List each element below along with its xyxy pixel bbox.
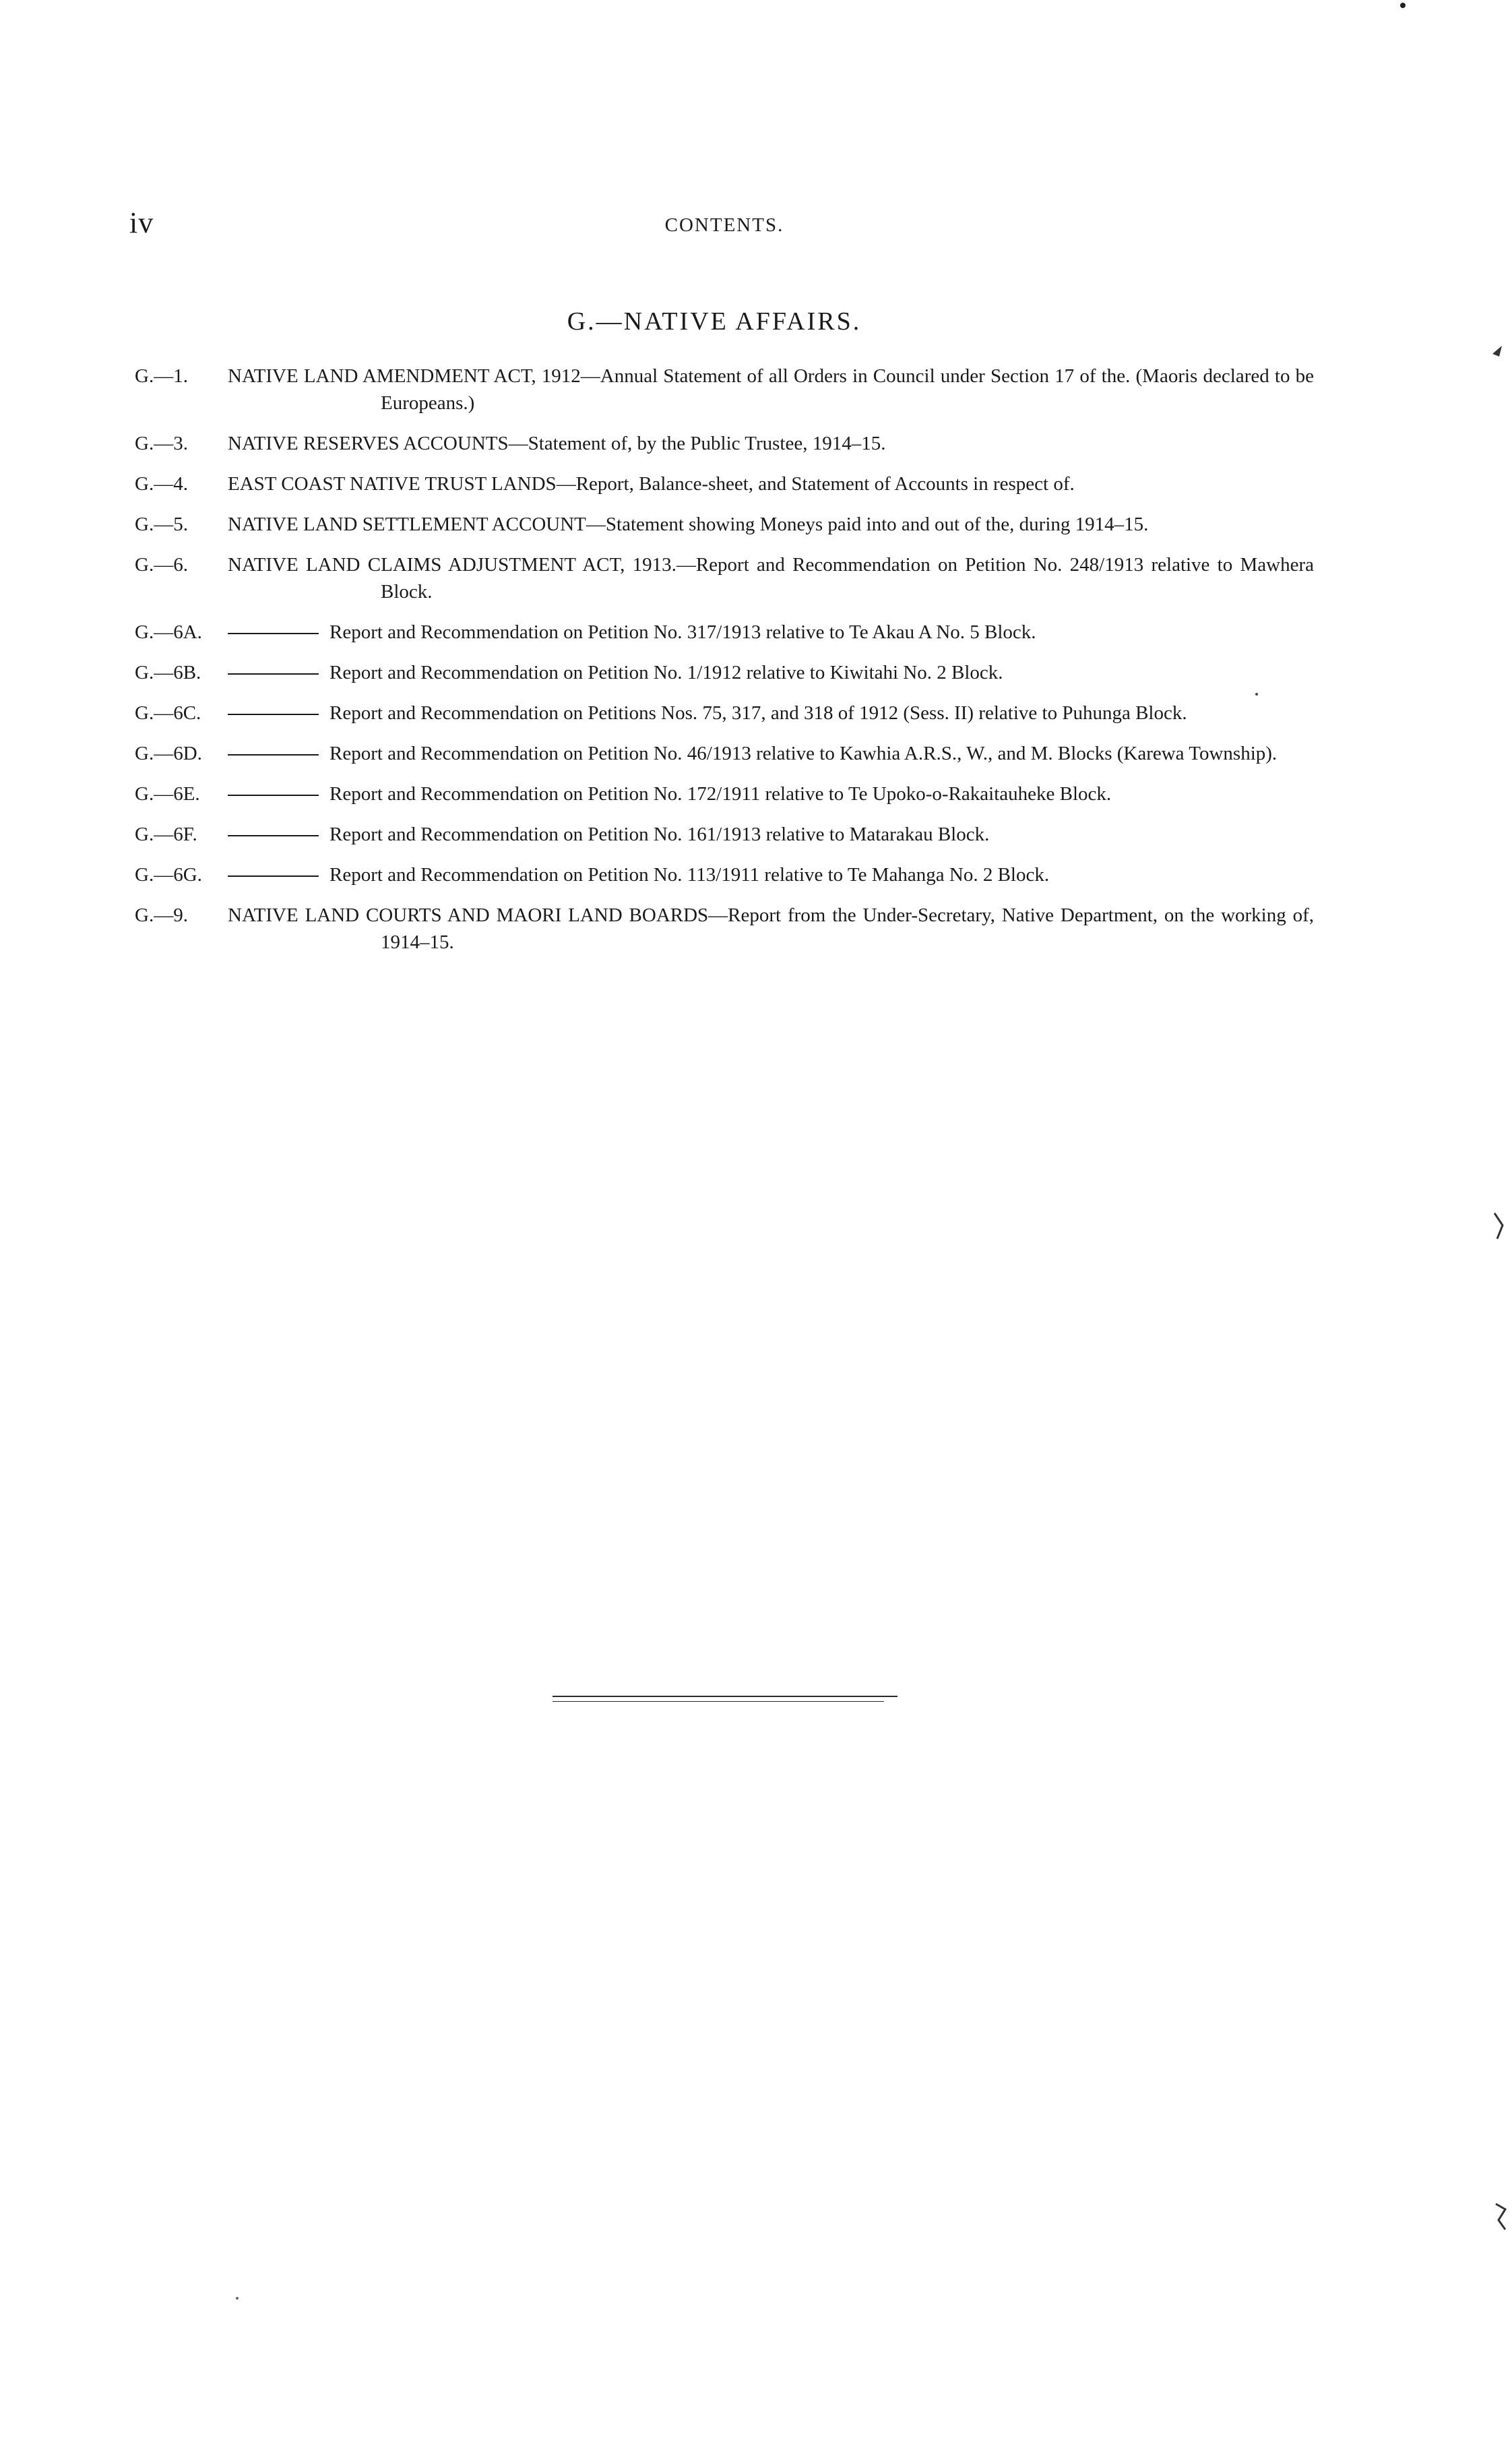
scan-speck — [1400, 3, 1406, 8]
entry-description: NATIVE LAND CLAIMS ADJUSTMENT ACT, 1913.—Report and Recommendation on Petition No. 248/1913 relative to Mawhera Block. — [228, 554, 1314, 603]
scan-speck — [236, 2297, 239, 2300]
entry-description: EAST COAST NATIVE TRUST LANDS—Report, Balance-sheet, and Statement of Accounts in respect of. — [228, 473, 1075, 495]
entry-description: NATIVE RESERVES ACCOUNTS—Statement of, by the Public Trustee, 1914–15. — [228, 433, 886, 454]
entry-description: Report and Recommendation on Petitions Nos. 75, 317, and 318 of 1912 (Sess. II) relative to Puhunga Block. — [329, 702, 1187, 724]
scan-speck — [1492, 346, 1502, 357]
entry-code: G.—6B. — [135, 662, 201, 683]
entry-code: G.—6G. — [135, 864, 202, 886]
entry-code: G.—5. — [135, 514, 188, 535]
entry-description: Report and Recommendation on Petition No. 46/1913 relative to Kawhia A.R.S., W., and M. Blocks (Karewa Township). — [329, 743, 1278, 764]
entry-code: G.—1. — [135, 365, 188, 387]
entry-code: G.—6C. — [135, 702, 201, 724]
entry-code: G.—3. — [135, 433, 188, 454]
entry-code: G.—6D. — [135, 743, 202, 764]
entry-code: G.—4. — [135, 473, 188, 495]
scan-speck — [1255, 693, 1258, 696]
entry-description: NATIVE LAND SETTLEMENT ACCOUNT—Statement showing Moneys paid into and out of the, during 1914–15. — [228, 514, 1149, 535]
entry-description: NATIVE LAND COURTS AND MAORI LAND BOARDS—Report from the Under-Secretary, Native Department, on the working of, 1914–15. — [228, 904, 1314, 953]
entry-code: G.—6. — [135, 554, 188, 576]
running-head: CONTENTS. — [664, 214, 784, 236]
entry-description: Report and Recommendation on Petition No. 113/1911 relative to Te Mahanga No. 2 Block. — [329, 864, 1050, 886]
entry-description: Report and Recommendation on Petition No. 161/1913 relative to Matarakau Block. — [329, 824, 990, 845]
entry-code: G.—6F. — [135, 824, 197, 845]
entry-description: Report and Recommendation on Petition No. 1/1912 relative to Kiwitahi No. 2 Block. — [329, 662, 1003, 683]
entry-description: NATIVE LAND AMENDMENT ACT, 1912—Annual Statement of all Orders in Council under Section 17 of the. (Maoris declared to be Europeans.) — [228, 365, 1314, 414]
entry-description: Report and Recommendation on Petition No. 172/1911 relative to Te Upoko-o-Rakaitauheke Block. — [329, 783, 1112, 805]
page-number: iv — [129, 206, 154, 239]
scan-speck — [1496, 2204, 1505, 2230]
scan-speck — [1494, 1213, 1503, 1239]
entry-code: G.—6A. — [135, 621, 202, 643]
entry-code: G.—9. — [135, 904, 188, 926]
entry-description: Report and Recommendation on Petition No. 317/1913 relative to Te Akau A No. 5 Block. — [329, 621, 1036, 643]
section-title: G.—NATIVE AFFAIRS. — [567, 307, 862, 336]
entry-code: G.—6E. — [135, 783, 200, 805]
